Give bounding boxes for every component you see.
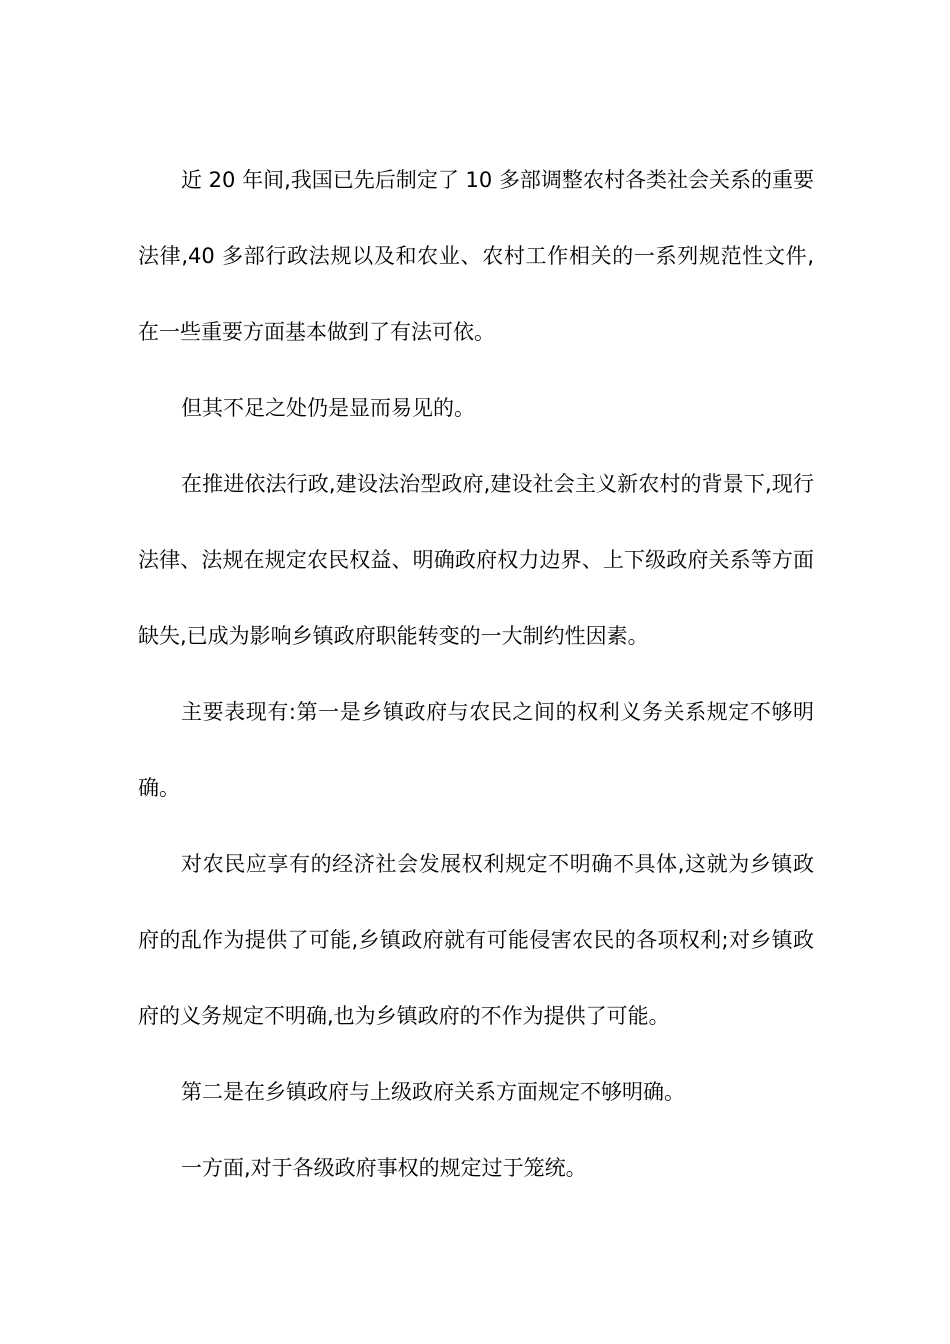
paragraph-1: 近 20 年间,我国已先后制定了 10 多部调整农村各类社会关系的重要法律,40 多部行政法规以及和农业、农村工作相关的一系列规范性文件,在一些重要方面基本做到了有法可依。: [138, 168, 814, 344]
paragraph-5: 对农民应享有的经济社会发展权利规定不明确不具体,这就为乡镇政府的乱作为提供了可能,乡镇政府就有可能侵害农民的各项权利;对乡镇政府的义务规定不明确,也为乡镇政府的不作为提供了可能。: [138, 852, 814, 1028]
document-body: [138, 142, 814, 1206]
paragraph-4: 主要表现有:第一是乡镇政府与农民之间的权利义务关系规定不够明确。: [138, 700, 814, 800]
paragraph-6: 第二是在乡镇政府与上级政府关系方面规定不够明确。: [181, 1080, 685, 1104]
paragraph-7: 一方面,对于各级政府事权的规定过于笼统。: [181, 1156, 587, 1180]
paragraph-3: 在推进依法行政,建设法治型政府,建设社会主义新农村的背景下,现行法律、法规在规定农民权益、明确政府权力边界、上下级政府关系等方面缺失,已成为影响乡镇政府职能转变的一大制约性因素。: [138, 472, 814, 648]
paragraph-2: 但其不足之处仍是显而易见的。: [181, 396, 475, 420]
